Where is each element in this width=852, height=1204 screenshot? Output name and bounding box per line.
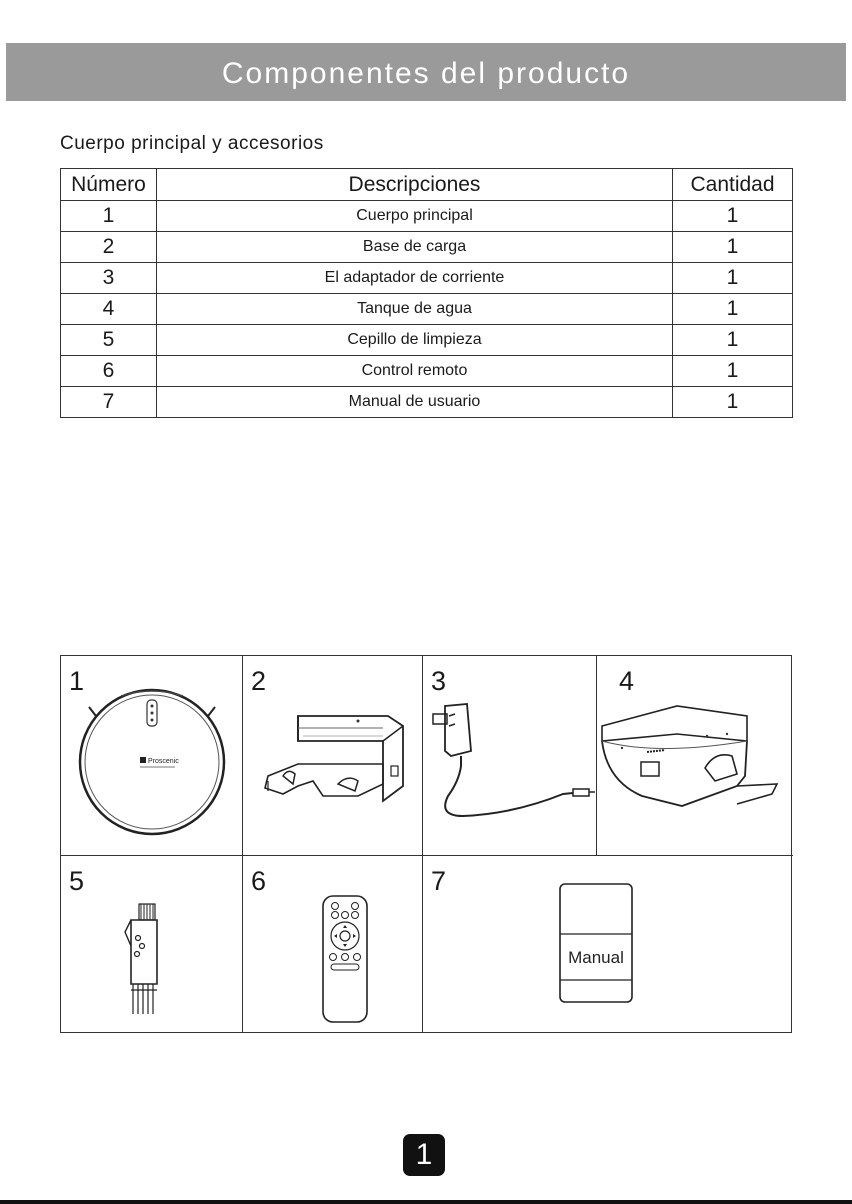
row-quantity: 1 bbox=[673, 201, 793, 232]
row-description: Manual de usuario bbox=[157, 387, 673, 418]
table-header-row bbox=[61, 169, 793, 201]
table-row bbox=[61, 232, 793, 263]
power-adapter-icon bbox=[423, 656, 597, 856]
row-quantity: 1 bbox=[673, 356, 793, 387]
row-number: 7 bbox=[61, 387, 157, 418]
table-row bbox=[61, 201, 793, 232]
table-row bbox=[61, 387, 793, 418]
figure-number: 5 bbox=[69, 866, 85, 896]
figure-cell-base bbox=[243, 656, 423, 856]
row-description: Cepillo de limpieza bbox=[157, 325, 673, 356]
row-description: Cuerpo principal bbox=[157, 201, 673, 232]
figure-number: 1 bbox=[69, 666, 85, 696]
figure-cell-adapter bbox=[423, 656, 597, 856]
components-figure-grid bbox=[60, 655, 792, 1033]
figure-number: 6 bbox=[251, 866, 267, 896]
robot-brand-label: Proscenic bbox=[148, 758, 179, 765]
row-quantity: 1 bbox=[673, 387, 793, 418]
row-number: 5 bbox=[61, 325, 157, 356]
figure-cell-tank bbox=[597, 656, 793, 856]
row-quantity: 1 bbox=[673, 325, 793, 356]
column-header-descriptions: Descripciones bbox=[157, 169, 673, 201]
figure-number: 4 bbox=[619, 666, 635, 696]
table-row bbox=[61, 263, 793, 294]
figure-number: 7 bbox=[431, 866, 447, 896]
row-number: 2 bbox=[61, 232, 157, 263]
manual-booklet-icon bbox=[423, 856, 793, 1032]
row-number: 6 bbox=[61, 356, 157, 387]
table-row bbox=[61, 356, 793, 387]
figure-number: 2 bbox=[251, 666, 267, 696]
table-row bbox=[61, 294, 793, 325]
manual-cover-label: Manual bbox=[568, 948, 624, 967]
table-row bbox=[61, 325, 793, 356]
page-number: 1 bbox=[403, 1134, 445, 1176]
row-quantity: 1 bbox=[673, 294, 793, 325]
figure-cell-remote bbox=[243, 856, 423, 1032]
figure-cell-brush bbox=[61, 856, 243, 1032]
row-number: 4 bbox=[61, 294, 157, 325]
figure-cell-manual bbox=[423, 856, 793, 1032]
components-table bbox=[60, 168, 793, 418]
section-subtitle: Cuerpo principal y accesorios bbox=[60, 133, 324, 154]
bottom-rule bbox=[0, 1200, 852, 1204]
charging-base-icon bbox=[243, 656, 423, 856]
row-quantity: 1 bbox=[673, 263, 793, 294]
page-title: Componentes del producto bbox=[221, 57, 631, 90]
column-header-number: Número bbox=[61, 169, 157, 201]
cleaning-brush-icon bbox=[61, 856, 243, 1032]
figure-cell-robot bbox=[61, 656, 243, 856]
row-number: 3 bbox=[61, 263, 157, 294]
column-header-quantity: Cantidad bbox=[673, 169, 793, 201]
page-title-banner bbox=[6, 43, 846, 101]
row-description: Tanque de agua bbox=[157, 294, 673, 325]
figure-number: 3 bbox=[431, 666, 447, 696]
remote-control-icon bbox=[243, 856, 423, 1032]
water-tank-icon bbox=[597, 656, 793, 856]
row-description: Control remoto bbox=[157, 356, 673, 387]
row-description: Base de carga bbox=[157, 232, 673, 263]
row-quantity: 1 bbox=[673, 232, 793, 263]
row-description: El adaptador de corriente bbox=[157, 263, 673, 294]
robot-vacuum-icon bbox=[61, 656, 243, 856]
row-number: 1 bbox=[61, 201, 157, 232]
